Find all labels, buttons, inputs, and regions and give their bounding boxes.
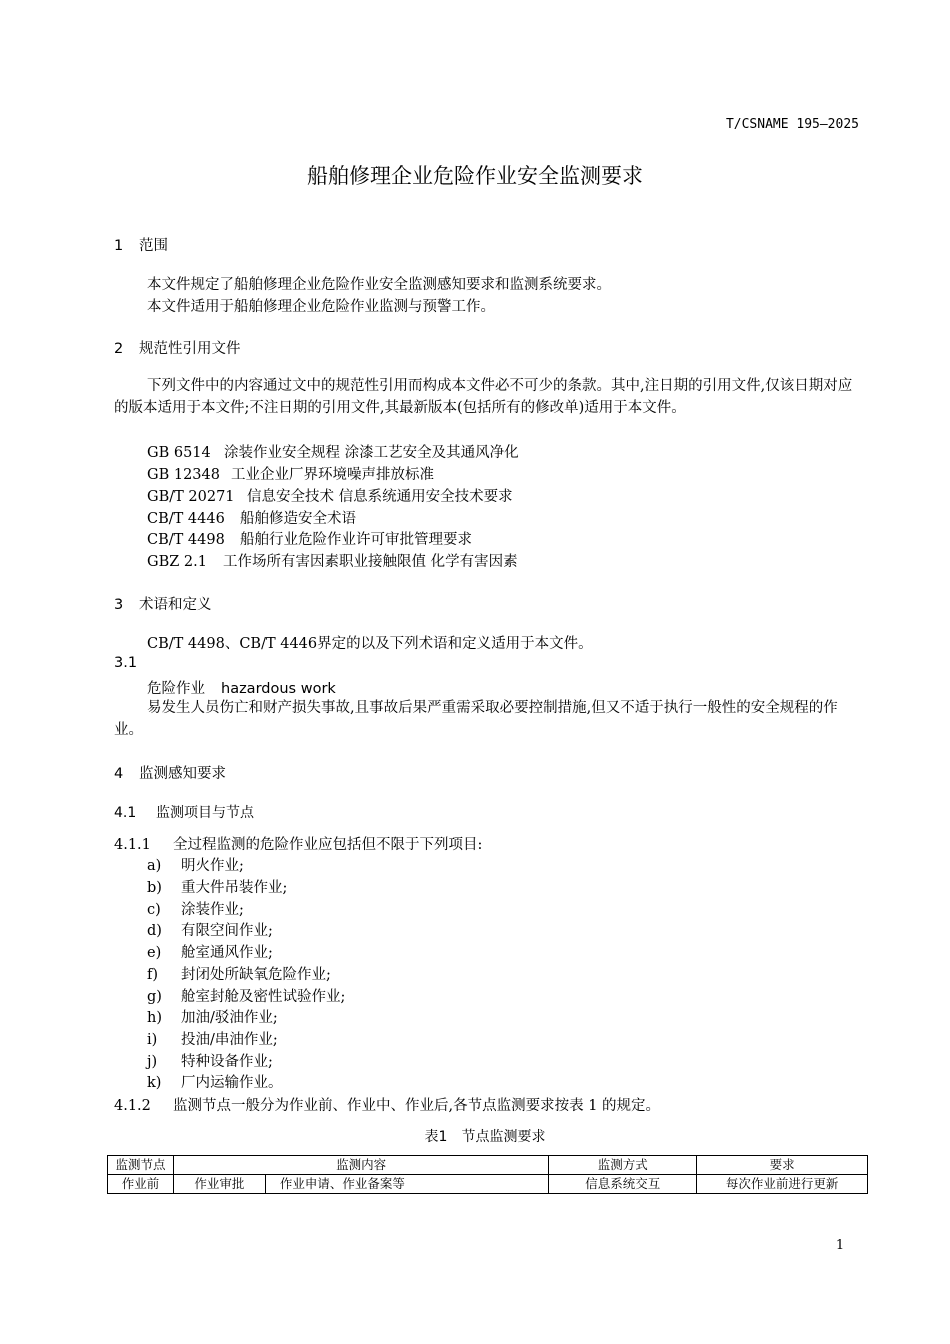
table-caption: 表1 节点监测要求	[424, 1129, 546, 1145]
list-item: d) 有限空间作业;	[147, 923, 273, 939]
clause-text: 监测节点一般分为作业前、作业中、作业后,各节点监测要求按表 1 的规定。	[173, 1098, 661, 1114]
reference-code: GB/T 20271	[147, 489, 235, 505]
term-number: 3.1	[114, 655, 138, 671]
term-english: hazardous work	[221, 681, 336, 697]
list-item: c) 涂装作业;	[147, 902, 244, 918]
section-title: 监测感知要求	[139, 766, 226, 782]
section-number: 2	[114, 341, 124, 357]
paragraph: 本文件规定了船舶修理企业危险作业安全监测感知要求和监测系统要求。	[147, 277, 611, 293]
section-4-1-heading	[114, 802, 254, 822]
section-title: 规范性引用文件	[139, 341, 241, 357]
section-1-heading	[114, 234, 168, 255]
reference-item	[147, 485, 513, 506]
table-header-row	[108, 1156, 868, 1175]
node-monitoring-table	[107, 1155, 868, 1194]
header-content: 监测内容	[173, 1156, 548, 1175]
reference-item	[147, 507, 356, 528]
clause-text: 全过程监测的危险作业应包括但不限于下列项目:	[173, 837, 483, 853]
reference-code: CB/T 4446	[147, 511, 225, 527]
clause-number: 4.1.1	[114, 837, 151, 853]
cell-item: 作业审批	[173, 1175, 265, 1194]
reference-name: 涂装作业安全规程 涂漆工艺安全及其通风净化	[224, 445, 519, 461]
list-item: i) 投油/串油作业;	[147, 1032, 278, 1048]
paragraph: 下列文件中的内容通过文中的规范性引用而构成本文件必不可少的条款。其中,注日期的引用文件,仅该日期对应的版本适用于本文件;不注日期的引用文件,其最新版本(包括所有的修改单)适用于本文件。	[114, 378, 853, 416]
list-item: f) 封闭处所缺氧危险作业;	[147, 967, 331, 983]
table-row	[108, 1175, 868, 1194]
reference-item	[147, 528, 472, 549]
section-number: 4.1	[114, 805, 137, 821]
section-3-heading	[114, 593, 212, 614]
section-2-heading	[114, 337, 241, 358]
reference-item	[147, 463, 434, 484]
list-item: j) 特种设备作业;	[147, 1054, 273, 1070]
list-item: h) 加油/驳油作业;	[147, 1010, 278, 1026]
header-node: 监测节点	[108, 1156, 174, 1175]
reference-name: 船舶修造安全术语	[240, 511, 356, 527]
cell-requirement: 每次作业前进行更新	[697, 1175, 868, 1194]
paragraph: 本文件适用于船舶修理企业危险作业监测与预警工作。	[147, 299, 495, 315]
clause-4-1-1	[114, 833, 482, 854]
list-item: g) 舱室封舱及密性试验作业;	[147, 989, 346, 1005]
header-method: 监测方式	[549, 1156, 697, 1175]
section-title: 范围	[139, 238, 168, 254]
reference-name: 信息安全技术 信息系统通用安全技术要求	[247, 489, 513, 505]
document-code: T/CSNAME 195—2025	[725, 117, 859, 132]
reference-code: GBZ 2.1	[147, 554, 207, 570]
document-title: 船舶修理企业危险作业安全监测要求	[307, 164, 643, 188]
section-title: 监测项目与节点	[156, 805, 254, 821]
section-number: 1	[114, 238, 124, 254]
section-title: 术语和定义	[139, 597, 212, 613]
reference-item	[147, 550, 518, 571]
list-item: b) 重大件吊装作业;	[147, 880, 288, 896]
cell-method: 信息系统交互	[549, 1175, 697, 1194]
list-item: e) 舱室通风作业;	[147, 945, 273, 961]
term-definition: 易发生人员伤亡和财产损失事故,且事故后果严重需采取必要控制措施,但又不适于执行一般性的安全规程的作业。	[114, 700, 838, 738]
section-number: 3	[114, 597, 124, 613]
paragraph: CB/T 4498、CB/T 4446界定的以及下列术语和定义适用于本文件。	[147, 636, 593, 652]
section-number: 4	[114, 766, 124, 782]
reference-code: CB/T 4498	[147, 532, 225, 548]
reference-code: GB 12348	[147, 467, 220, 483]
list-item: k) 厂内运输作业。	[147, 1075, 283, 1091]
list-item: a) 明火作业;	[147, 858, 244, 874]
term-chinese: 危险作业	[147, 681, 205, 697]
page-number: 1	[835, 1238, 845, 1253]
clause-number: 4.1.2	[114, 1098, 151, 1114]
header-requirement: 要求	[697, 1156, 868, 1175]
section-4-heading	[114, 762, 226, 783]
cell-node: 作业前	[108, 1175, 174, 1194]
reference-item	[147, 441, 519, 462]
reference-name: 工业企业厂界环境噪声排放标准	[231, 467, 434, 483]
reference-name: 工作场所有害因素职业接触限值 化学有害因素	[223, 554, 518, 570]
reference-name: 船舶行业危险作业许可审批管理要求	[240, 532, 472, 548]
cell-detail: 作业申请、作业备案等	[265, 1175, 549, 1194]
clause-4-1-2	[114, 1094, 660, 1115]
term-entry	[147, 677, 336, 698]
reference-code: GB 6514	[147, 445, 211, 461]
